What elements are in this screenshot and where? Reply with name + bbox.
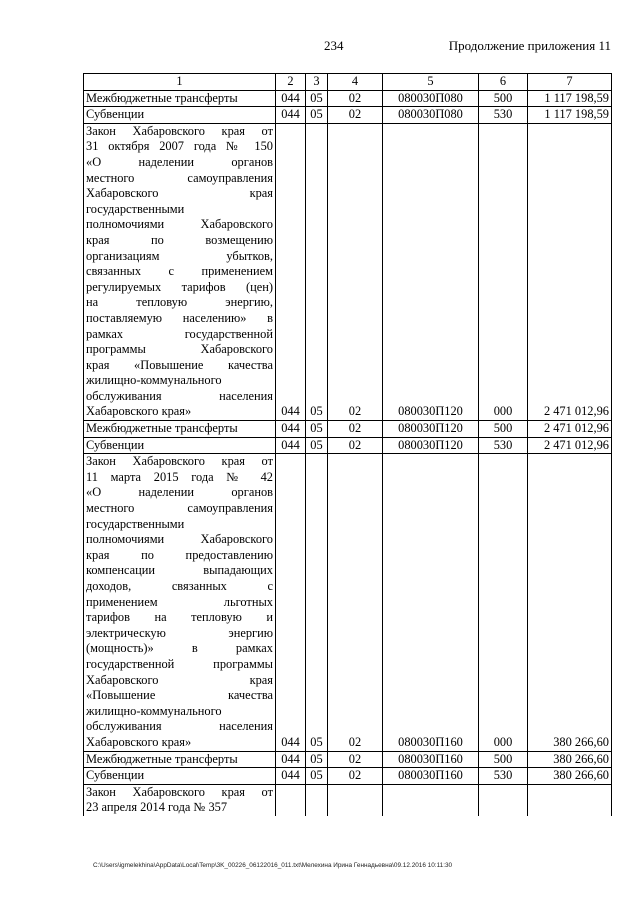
row-name-line: Хабаровского края»	[86, 404, 192, 419]
table-row	[84, 421, 612, 438]
row-expense-type	[479, 784, 528, 816]
row-expense-type: 530	[479, 437, 528, 454]
row-name-line: связанных с применением	[86, 264, 273, 279]
table-row	[84, 90, 612, 107]
row-name-line: электрическую энергию	[86, 625, 273, 640]
row-name-line: Хабаровского края»	[86, 734, 192, 749]
table-row	[84, 454, 612, 751]
column-header: 1	[84, 74, 276, 91]
row-amount: 380 266,60	[528, 768, 612, 785]
row-amount: 380 266,60	[528, 751, 612, 768]
row-name-line: Хабаровского края	[86, 672, 273, 687]
table-row	[84, 751, 612, 768]
column-header: 4	[328, 74, 383, 91]
row-ministry-code: 044	[276, 751, 306, 768]
row-target-article: 080030П160	[383, 751, 479, 768]
row-name-line: компенсации выпадающих	[86, 563, 273, 578]
row-name-line: Закон Хабаровского края от	[86, 454, 273, 469]
row-name-line: 31 октября 2007 года № 150	[86, 139, 273, 154]
row-amount	[528, 784, 612, 816]
row-section-code: 05	[306, 751, 328, 768]
row-name-cell	[84, 784, 276, 816]
row-amount: 1 117 198,59	[528, 107, 612, 124]
page-number: 234	[324, 38, 344, 53]
row-expense-type: 530	[479, 107, 528, 124]
row-name-cell	[84, 768, 276, 785]
row-section-code: 05	[306, 90, 328, 107]
table-row	[84, 437, 612, 454]
row-name-line: Межбюджетные трансферты	[86, 751, 238, 766]
row-ministry-code: 044	[276, 421, 306, 438]
row-name-line: Субвенции	[86, 437, 145, 452]
footer-file-path: C:\Users\igmelekhina\AppData\Local\Temp\3K_00226_06122016_011.txt\Мелехина Ирина Геннадьевна\09.12.2016 10:11:30	[93, 862, 453, 869]
row-name-cell	[84, 437, 276, 454]
row-section-code: 05	[306, 107, 328, 124]
row-subsection-code: 02	[328, 751, 383, 768]
budget-table	[83, 73, 612, 816]
row-name-line: обслуживания населения	[86, 719, 273, 734]
row-ministry-code: 044	[276, 437, 306, 454]
column-header-row	[84, 74, 612, 91]
row-ministry-code: 044	[276, 123, 306, 420]
row-name-line: Хабаровского края	[86, 186, 273, 201]
column-header: 7	[528, 74, 612, 91]
row-name-line: полномочиями Хабаровского	[86, 217, 273, 232]
row-target-article: 080030П120	[383, 437, 479, 454]
row-ministry-code: 044	[276, 454, 306, 751]
row-amount: 2 471 012,96	[528, 421, 612, 438]
row-name-line: 11 марта 2015 года № 42	[86, 469, 273, 484]
row-section-code: 05	[306, 454, 328, 751]
row-name-line: Межбюджетные трансферты	[86, 421, 238, 436]
column-header: 6	[479, 74, 528, 91]
row-name-cell	[84, 90, 276, 107]
row-subsection-code: 02	[328, 768, 383, 785]
row-target-article: 080030П120	[383, 123, 479, 420]
row-name-line: поставляемую населению» в	[86, 310, 273, 325]
row-ministry-code: 044	[276, 90, 306, 107]
row-name-cell	[84, 421, 276, 438]
row-name-line: обслуживания населения	[86, 388, 273, 403]
row-ministry-code: 044	[276, 107, 306, 124]
row-name-line: тарифов на тепловую и	[86, 610, 273, 625]
row-name-line: Закон Хабаровского края от	[86, 784, 273, 799]
row-expense-type: 000	[479, 454, 528, 751]
row-name-line: «Повышение качества	[86, 688, 273, 703]
row-name-line: на тепловую энергию,	[86, 295, 273, 310]
row-name-line: доходов, связанных с	[86, 579, 273, 593]
row-amount: 2 471 012,96	[528, 437, 612, 454]
row-target-article: 080030П080	[383, 107, 479, 124]
continuation-caption: Продолжение приложения 11	[448, 38, 611, 53]
row-name-line: местного самоуправления	[86, 170, 273, 185]
row-name-cell	[84, 107, 276, 124]
row-amount: 1 117 198,59	[528, 90, 612, 107]
row-section-code	[306, 784, 328, 816]
row-name-line: государственными	[86, 516, 185, 531]
row-name-line: «О наделении органов	[86, 154, 273, 169]
row-target-article: 080030П160	[383, 454, 479, 751]
row-name-line: края «Повышение качества	[86, 357, 273, 372]
row-section-code: 05	[306, 768, 328, 785]
row-target-article: 080030П120	[383, 421, 479, 438]
row-name-line: государственными	[86, 201, 185, 216]
row-subsection-code: 02	[328, 421, 383, 438]
row-expense-type: 500	[479, 90, 528, 107]
row-name-line: государственной программы	[86, 656, 273, 671]
row-name-line: полномочиями Хабаровского	[86, 532, 273, 547]
row-name-line: регулируемых тарифов (цен)	[86, 279, 273, 294]
row-target-article: 080030П160	[383, 768, 479, 785]
row-name-line: края по предоставлению	[86, 547, 273, 562]
row-name-line: 23 апреля 2014 года № 357	[86, 800, 228, 815]
row-target-article	[383, 784, 479, 816]
row-name-line: «О наделении органов	[86, 485, 273, 500]
row-subsection-code: 02	[328, 90, 383, 107]
row-name-cell	[84, 751, 276, 768]
row-expense-type: 500	[479, 421, 528, 438]
row-name-line: жилищно-коммунального	[86, 373, 222, 388]
row-section-code: 05	[306, 421, 328, 438]
row-name-cell	[84, 123, 276, 420]
row-name-line: Субвенции	[86, 768, 145, 783]
table-row	[84, 107, 612, 124]
row-name-line: Субвенции	[86, 107, 145, 122]
row-expense-type: 530	[479, 768, 528, 785]
table-row	[84, 123, 612, 420]
row-name-line: рамках государственной	[86, 326, 273, 341]
row-section-code: 05	[306, 437, 328, 454]
row-amount: 2 471 012,96	[528, 123, 612, 420]
row-subsection-code: 02	[328, 107, 383, 124]
row-name-line: жилищно-коммунального	[86, 703, 222, 718]
row-name-line: края по возмещению	[86, 232, 273, 247]
row-name-line: организациям убытков,	[86, 248, 273, 263]
row-section-code: 05	[306, 123, 328, 420]
row-subsection-code: 02	[328, 437, 383, 454]
column-header: 3	[306, 74, 328, 91]
row-name-line: Закон Хабаровского края от	[86, 123, 273, 138]
table-body	[84, 90, 612, 816]
table-row	[84, 784, 612, 816]
row-ministry-code: 044	[276, 768, 306, 785]
row-name-line: Межбюджетные трансферты	[86, 90, 238, 105]
table-row	[84, 768, 612, 785]
row-subsection-code	[328, 784, 383, 816]
row-name-line: местного самоуправления	[86, 501, 273, 516]
column-header: 5	[383, 74, 479, 91]
row-name-cell	[84, 454, 276, 751]
row-name-line: применением льготных	[86, 594, 273, 609]
row-expense-type: 500	[479, 751, 528, 768]
row-name-line: (мощность)» в рамках	[86, 641, 273, 656]
row-name-line: программы Хабаровского	[86, 342, 273, 357]
column-header: 2	[276, 74, 306, 91]
row-subsection-code: 02	[328, 454, 383, 751]
row-expense-type: 000	[479, 123, 528, 420]
row-ministry-code	[276, 784, 306, 816]
row-amount: 380 266,60	[528, 454, 612, 751]
row-subsection-code: 02	[328, 123, 383, 420]
row-target-article: 080030П080	[383, 90, 479, 107]
